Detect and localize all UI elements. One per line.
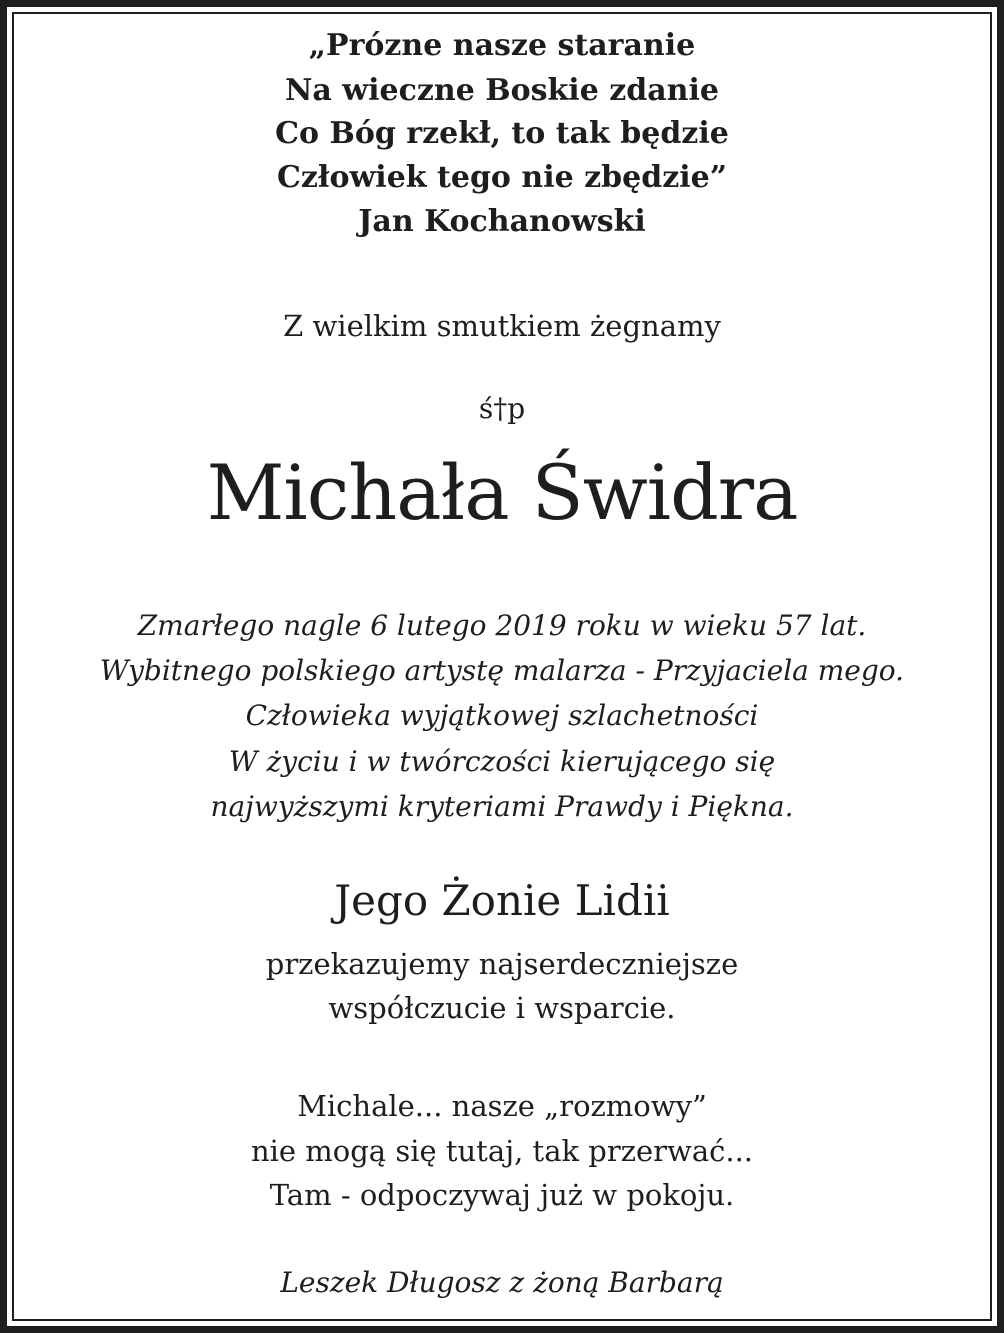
tribute-line: Zmarłego nagle 6 lutego 2019 roku w wieku 57 lat. bbox=[137, 609, 867, 642]
epigraph-author: Jan Kochanowski bbox=[358, 204, 646, 239]
condolence-line: przekazujemy najserdeczniejsze bbox=[265, 947, 739, 981]
condolence-recipient: Jego Żonie Lidii bbox=[334, 876, 670, 925]
farewell-line: Tam - odpoczywaj już w pokoju. bbox=[269, 1178, 735, 1212]
tribute-line: W życiu i w twórczości kierującego się bbox=[228, 745, 776, 778]
intro-text: Z wielkim smutkiem żegnamy bbox=[283, 309, 721, 343]
condolence-line: współczucie i wsparcie. bbox=[328, 991, 676, 1025]
tribute-line: Wybitnego polskiego artystę malarza - Przyjaciela mego. bbox=[99, 654, 905, 687]
epigraph-line: Co Bóg rzekł, to tak będzie bbox=[275, 116, 729, 151]
epigraph-line: Na wieczne Boskie zdanie bbox=[285, 73, 719, 108]
signature: Leszek Długosz z żoną Barbarą bbox=[280, 1266, 724, 1299]
stp-mark: ś†p bbox=[478, 392, 526, 425]
deceased-name: Michała Świdra bbox=[206, 448, 798, 537]
tribute-line: najwyższymi kryteriami Prawdy i Piękna. bbox=[210, 790, 794, 823]
epigraph-line: Człowiek tego nie zbędzie” bbox=[277, 160, 727, 195]
epigraph-line: „Prózne nasze staranie bbox=[308, 28, 696, 63]
farewell-line: nie mogą się tutaj, tak przerwać... bbox=[250, 1134, 754, 1168]
farewell-line: Michale... nasze „rozmowy” bbox=[297, 1089, 707, 1123]
tribute-line: Człowieka wyjątkowej szlachetności bbox=[245, 699, 759, 732]
